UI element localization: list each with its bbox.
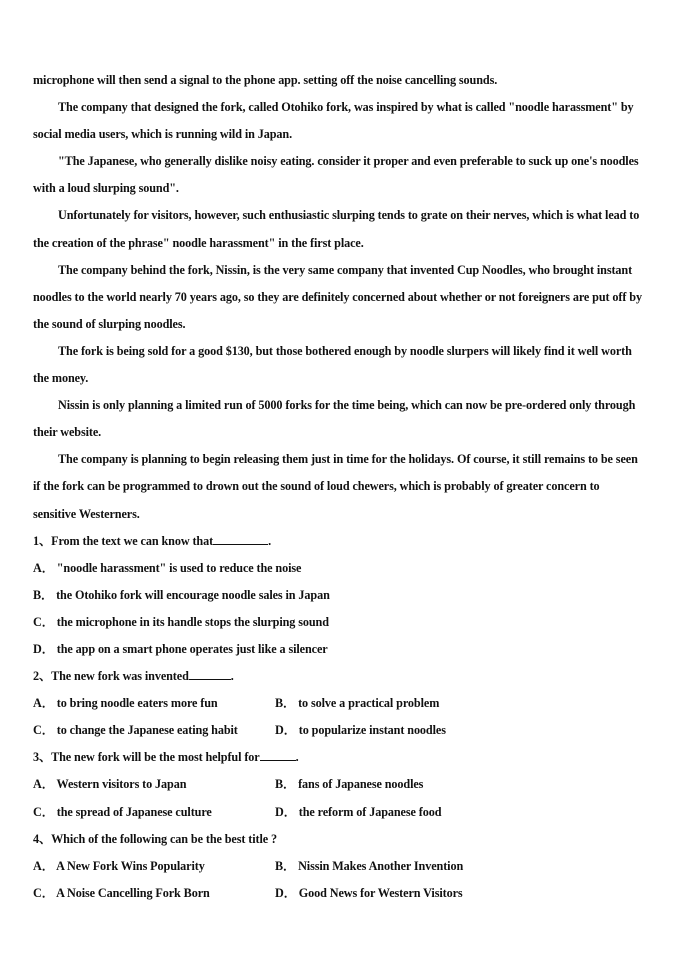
option-text: the reform of Japanese food — [298, 804, 442, 819]
option-text: Good News for Western Visitors — [298, 885, 463, 900]
option-c[interactable] — [33, 803, 275, 830]
passage-line: microphone will then send a signal to the phone app. setting off the noise cancelling sounds. — [33, 73, 498, 87]
question-text: The new fork will be the most helpful for — [51, 750, 260, 765]
answer-blank[interactable] — [213, 532, 268, 545]
option-letter: B． — [275, 858, 296, 873]
option-text: the microphone in its handle stops the slurping sound — [56, 614, 329, 629]
question-number: 3、 — [33, 750, 52, 765]
passage — [33, 71, 663, 532]
question-text: Which of the following can be the best title ? — [51, 831, 278, 846]
options-row — [33, 694, 663, 721]
document-page — [33, 71, 663, 911]
option-text: the Otohiko fork will encourage noodle sales in Japan — [56, 587, 330, 602]
option-a[interactable] — [33, 775, 275, 802]
question-text: From the text we can know that — [51, 533, 214, 548]
option-letter: A． — [33, 696, 54, 711]
passage-line: their website. — [33, 425, 102, 440]
option-letter: B． — [275, 777, 296, 792]
passage-line: social media users, which is running wild in Japan. — [33, 127, 293, 142]
answer-blank[interactable] — [260, 748, 296, 761]
passage-line: with a loud slurping sound". — [33, 181, 179, 196]
option-text: A New Fork Wins Popularity — [56, 858, 205, 873]
question-number: 2、 — [33, 669, 52, 684]
passage-line: The fork is being sold for a good $130, but those bothered enough by noodle slurpers will likely find it well worth — [58, 343, 632, 358]
option-c[interactable] — [33, 613, 663, 640]
question-3 — [33, 748, 663, 829]
options-row — [33, 775, 663, 802]
option-d[interactable] — [33, 640, 663, 667]
option-d[interactable] — [275, 721, 446, 748]
option-text: to change the Japanese eating habit — [56, 723, 238, 738]
passage-line: sensitive Westerners. — [33, 506, 140, 521]
passage-line: The company behind the fork, Nissin, is the very same company that invented Cup Noodles, who brought instant — [58, 262, 633, 277]
option-letter: A． — [33, 560, 54, 575]
option-letter: A． — [33, 777, 54, 792]
option-text: Nissin Makes Another Invention — [298, 858, 464, 873]
option-a[interactable] — [33, 559, 663, 586]
answer-blank[interactable] — [189, 667, 231, 680]
option-letter: C． — [33, 614, 54, 629]
option-letter: D． — [275, 723, 296, 738]
option-d[interactable] — [275, 884, 463, 911]
option-text: to popularize instant noodles — [298, 723, 446, 738]
question-4 — [33, 830, 663, 911]
option-text: A Noise Cancelling Fork Born — [56, 885, 210, 900]
question-stem — [33, 667, 663, 694]
passage-line: Unfortunately for visitors, however, such enthusiastic slurping tends to grate on their nerves, which is what lead to — [58, 208, 640, 223]
question-stem — [33, 532, 663, 559]
options-row — [33, 803, 663, 830]
passage-line: Nissin is only planning a limited run of 5000 forks for the time being, which can now be pre-ordered only through — [58, 398, 636, 413]
option-b[interactable] — [275, 775, 423, 802]
option-letter: C． — [33, 723, 54, 738]
option-d[interactable] — [275, 803, 441, 830]
passage-line: the creation of the phrase" noodle harassment" in the first place. — [33, 235, 364, 250]
question-1 — [33, 532, 663, 667]
option-a[interactable] — [33, 857, 275, 884]
option-b[interactable] — [275, 694, 439, 721]
option-letter: A． — [33, 858, 54, 873]
option-c[interactable] — [33, 721, 275, 748]
option-b[interactable] — [33, 586, 663, 613]
question-end: . — [268, 533, 272, 548]
question-number: 4、 — [33, 831, 52, 846]
option-text: fans of Japanese noodles — [298, 777, 424, 792]
passage-line: The company is planning to begin releasing them just in time for the holidays. Of course, it still remains to be seen — [58, 452, 638, 467]
option-text: to bring noodle eaters more fun — [56, 696, 218, 711]
option-letter: D． — [275, 804, 296, 819]
options-row — [33, 884, 663, 911]
question-stem — [33, 748, 663, 775]
passage-line: the money. — [33, 371, 89, 386]
question-end: . — [295, 750, 299, 765]
option-letter: C． — [33, 804, 54, 819]
passage-line: the sound of slurping noodles. — [33, 316, 186, 331]
option-letter: D． — [275, 885, 296, 900]
question-end: . — [230, 669, 234, 684]
question-text: The new fork was invented — [51, 669, 189, 684]
passage-line: if the fork can be programmed to drown out the sound of loud chewers, which is probably of greater concern to — [33, 479, 600, 494]
question-2 — [33, 667, 663, 748]
option-text: Western visitors to Japan — [56, 777, 187, 792]
option-letter: B． — [275, 696, 296, 711]
option-letter: D． — [33, 641, 54, 656]
passage-line: "The Japanese, who generally dislike noisy eating. consider it proper and even preferable to suck up one's noodles — [58, 154, 639, 169]
option-letter: B． — [33, 587, 54, 602]
options-row — [33, 857, 663, 884]
option-a[interactable] — [33, 694, 275, 721]
option-text: to solve a practical problem — [298, 696, 440, 711]
option-c[interactable] — [33, 884, 275, 911]
option-text: the app on a smart phone operates just like a silencer — [56, 641, 328, 656]
options-row — [33, 721, 663, 748]
passage-line: The company that designed the fork, called Otohiko fork, was inspired by what is called "noodle harassment" by — [58, 100, 634, 115]
option-text: "noodle harassment" is used to reduce the noise — [56, 560, 302, 575]
option-letter: C． — [33, 885, 54, 900]
option-b[interactable] — [275, 857, 463, 884]
question-stem — [33, 830, 663, 857]
question-number: 1、 — [33, 533, 52, 548]
passage-line: noodles to the world nearly 70 years ago, so they are definitely concerned about whether or not foreigners are put off by — [33, 289, 642, 304]
option-text: the spread of Japanese culture — [56, 804, 212, 819]
